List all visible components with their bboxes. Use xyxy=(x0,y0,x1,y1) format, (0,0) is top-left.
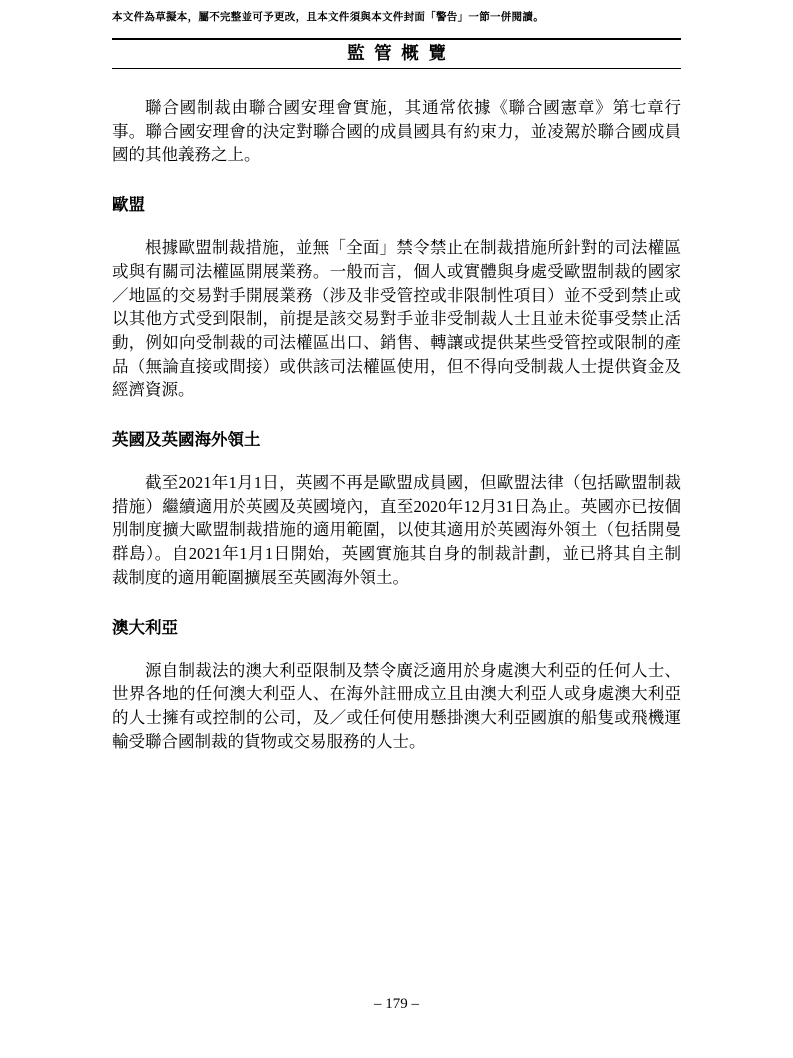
paragraph-australia-sanctions: 源自制裁法的澳大利亞限制及禁令廣泛適用於身處澳大利亞的任何人士、世界各地的任何澳大利亞人、在海外註冊成立且由澳大利亞人或身處澳大利亞的人士擁有或控制的公司，及／或任何使用懸掛澳大利亞國旗的船隻或飛機運輸受聯合國制裁的貨物或交易服務的人士。 xyxy=(112,660,681,751)
section-heading-uk-overseas-territories: 英國及英國海外領土 xyxy=(112,431,261,450)
title-rule-bottom xyxy=(112,68,681,70)
section-heading-eu: 歐盟 xyxy=(112,196,145,215)
paragraph-un-sanctions: 聯合國制裁由聯合國安理會實施，其通常依據《聯合國憲章》第七章行事。聯合國安理會的決定對聯合國的成員國具有約束力，並凌駕於聯合國成員國的其他義務之上。 xyxy=(112,98,681,165)
page-title: 監管概覽 xyxy=(347,42,456,63)
paragraph-eu-sanctions: 根據歐盟制裁措施，並無「全面」禁令禁止在制裁措施所針對的司法權區或與有關司法權區開展業務。一般而言，個人或實體與身處受歐盟制裁的國家／地區的交易對手開展業務（涉及非受管控或非限制性項目）並不受到禁止或以其他方式受到限制，前提是該交易對手並非受制裁人士且並未從事受禁止活動，例如向受制裁的司法權區出口、銷售、轉讓或提供某些受管控或限制的產品（無論直接或間接）或供該司法權區使用，但不得向受制裁人士提供資金及經濟資源。 xyxy=(112,238,681,400)
section-heading-australia: 澳大利亞 xyxy=(112,618,178,637)
draft-disclaimer: 本文件為草擬本，屬不完整並可予更改，且本文件須與本文件封面「警告」一節一併閱讀。 xyxy=(112,11,544,23)
page-number: – 179 – xyxy=(374,996,419,1012)
paragraph-uk-sanctions: 截至2021年1月1日，英國不再是歐盟成員國，但歐盟法律（包括歐盟制裁措施）繼續適用於英國及英國境內，直至2020年12月31日為止。英國亦已按個別制度擴大歐盟制裁措施的適用範圍，以使其適用於英國海外領土（包括開曼群島）。自2021年1月1日開始，英國實施其自身的制裁計劃，並已將其自主制裁制度的適用範圍擴展至英國海外領土。 xyxy=(112,473,681,587)
